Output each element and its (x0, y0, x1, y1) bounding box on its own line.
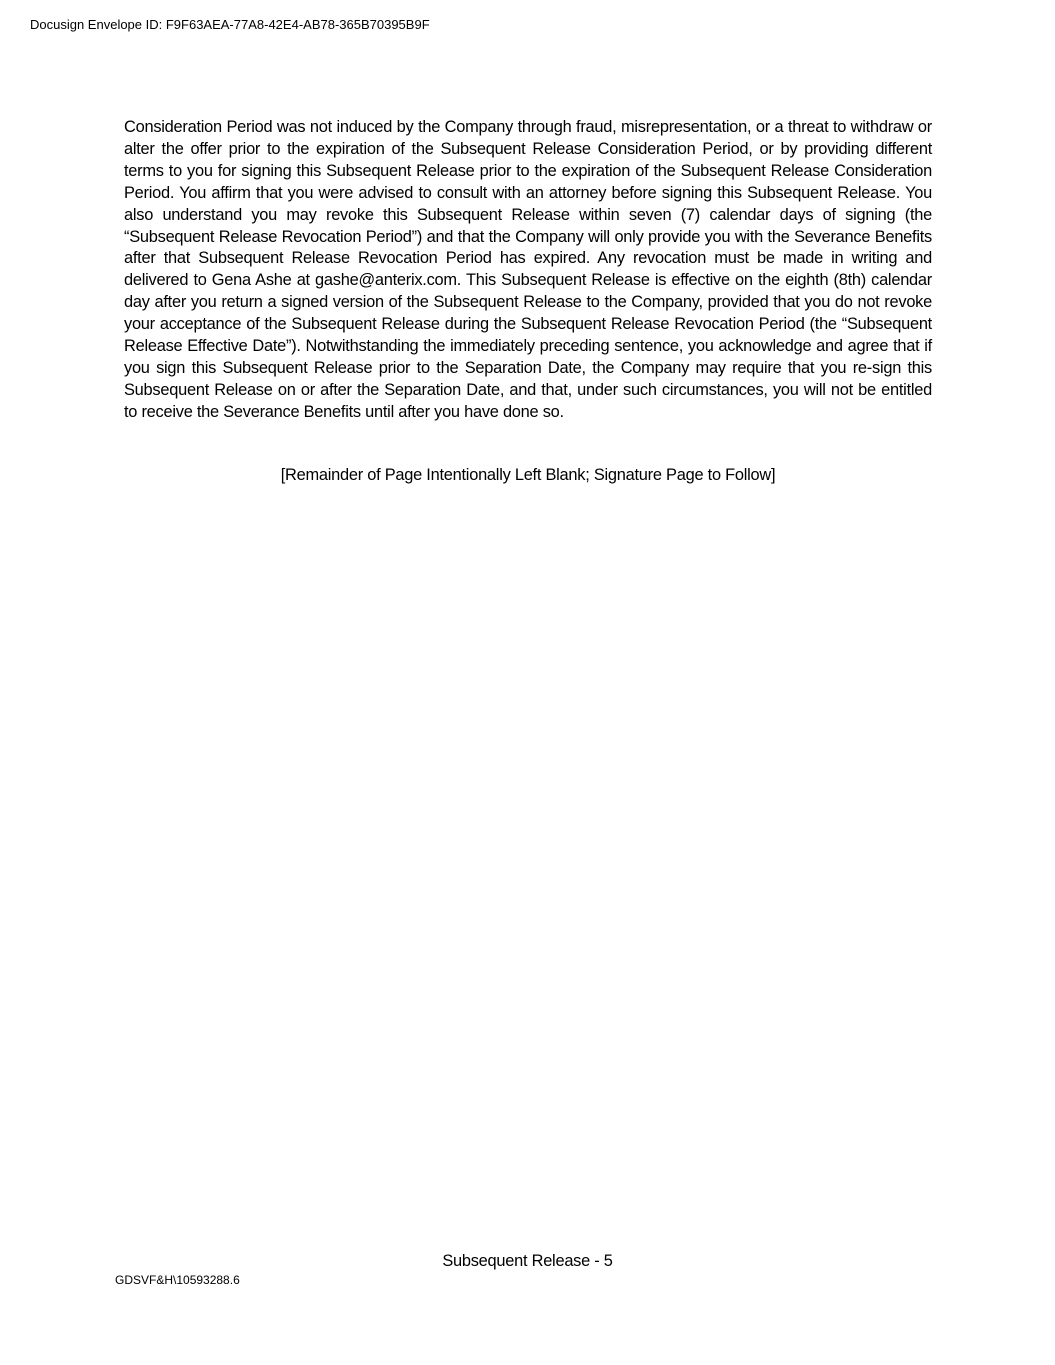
doc-number: GDSVF&H\10593288.6 (115, 1273, 240, 1287)
envelope-id: Docusign Envelope ID: F9F63AEA-77A8-42E4-AB78-365B70395B9F (30, 17, 430, 32)
body-paragraph: Consideration Period was not induced by the Company through fraud, misrepresentation, or a threat to withdraw or alter the offer prior to the expiration of the Subsequent Release Consideration Period, or by providing different terms to you for signing this Subsequent Release prior to the expiration of the Subsequent Release Consideration Period. You affirm that you were advised to consult with an attorney before signing this Subsequent Release. You also understand you may revoke this Subsequent Release within seven (7) calendar days of signing (the “Subsequent Release Revocation Period”) and that the Company will only provide you with the Severance Benefits after that Subsequent Release Revocation Period has expired. Any revocation must be made in writing and delivered to Gena Ashe at gashe@anterix.com. This Subsequent Release is effective on the eighth (8th) calendar day after you return a signed version of the Subsequent Release to the Company, provided that you do not revoke your acceptance of the Subsequent Release during the Subsequent Release Revocation Period (the “Subsequent Release Effective Date”). Notwithstanding the immediately preceding sentence, you acknowledge and agree that if you sign this Subsequent Release prior to the Separation Date, the Company may require that you re-sign this Subsequent Release on or after the Separation Date, and that, under such circumstances, you will not be entitled to receive the Severance Benefits until after you have done so. (124, 118, 932, 421)
page-footer: Subsequent Release - 5 (442, 1252, 613, 1270)
remainder-note: [Remainder of Page Intentionally Left Blank; Signature Page to Follow] (280, 466, 776, 484)
